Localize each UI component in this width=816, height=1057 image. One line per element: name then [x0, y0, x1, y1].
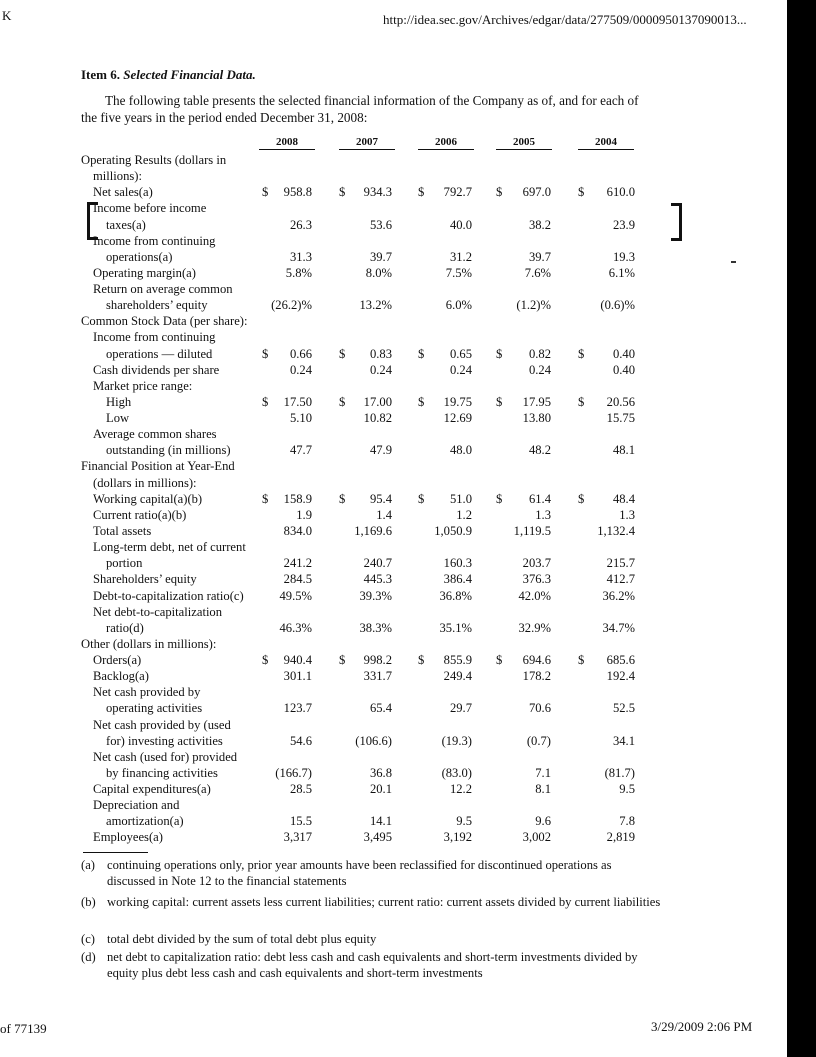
row-label: portion	[106, 556, 143, 571]
value-cell: 61.4	[528, 491, 551, 506]
item-heading	[81, 67, 256, 83]
value-cell: 123.7	[283, 701, 312, 716]
dollar-sign: $	[418, 653, 425, 668]
value-cell: 51.0	[449, 491, 472, 506]
value-cell: 685.6	[606, 653, 635, 668]
dollar-sign: $	[262, 346, 269, 361]
value-cell: 958.8	[283, 185, 312, 200]
dollar-sign: $	[339, 346, 346, 361]
dollar-sign: $	[578, 185, 585, 200]
value-cell: 3,192	[443, 830, 472, 845]
row-label: taxes(a)	[106, 217, 146, 232]
value-cell: 9.6	[535, 814, 551, 829]
value-cell: 26.3	[289, 217, 312, 232]
value-cell: 192.4	[606, 669, 635, 684]
stray-mark	[731, 261, 736, 263]
value-cell: 3,317	[283, 830, 312, 845]
value-cell: 15.5	[289, 814, 312, 829]
corner-mark: K	[2, 8, 12, 23]
dollar-sign: $	[418, 491, 425, 506]
footnote-a	[81, 857, 661, 889]
year-header: 2004	[578, 136, 634, 150]
row-label: ratio(d)	[106, 620, 144, 635]
value-cell: 17.00	[363, 394, 392, 409]
value-cell: (81.7)	[604, 765, 635, 780]
value-cell: 0.82	[528, 346, 551, 361]
value-cell: 6.1%	[608, 265, 635, 280]
value-cell: 38.2	[528, 217, 551, 232]
value-cell: 160.3	[443, 556, 472, 571]
value-cell: 834.0	[283, 523, 312, 538]
year-header: 2005	[496, 136, 552, 150]
dollar-sign: $	[578, 653, 585, 668]
value-cell: 0.66	[289, 346, 312, 361]
row-label: by financing activities	[106, 765, 218, 780]
value-cell: 17.95	[522, 394, 551, 409]
value-cell: 284.5	[283, 572, 312, 587]
row-label: Capital expenditures(a)	[93, 782, 211, 797]
dollar-sign: $	[496, 346, 503, 361]
dollar-sign: $	[262, 394, 269, 409]
footnote-d	[81, 949, 661, 981]
value-cell: 1.4	[376, 507, 392, 522]
value-cell: 610.0	[606, 185, 635, 200]
dollar-sign: $	[339, 394, 346, 409]
row-label: millions):	[93, 169, 142, 184]
row-label: Net debt-to-capitalization	[93, 604, 223, 619]
footnote-mark: (b)	[81, 895, 96, 909]
footnote-c	[81, 931, 661, 947]
value-cell: 301.1	[283, 669, 312, 684]
item-title: Selected Financial Data.	[123, 67, 256, 82]
value-cell: 28.5	[289, 782, 312, 797]
value-cell: 95.4	[369, 491, 392, 506]
dollar-sign: $	[262, 491, 269, 506]
value-cell: 7.6%	[524, 265, 551, 280]
right-bracket-mark	[671, 203, 682, 241]
value-cell: 386.4	[443, 572, 472, 587]
dollar-sign: $	[578, 346, 585, 361]
value-cell: 9.5	[456, 814, 472, 829]
dollar-sign: $	[578, 394, 585, 409]
row-label: for) investing activities	[106, 733, 223, 748]
row-label: outstanding (in millions)	[106, 443, 231, 458]
value-cell: 7.1	[535, 765, 551, 780]
value-cell: 13.2%	[359, 298, 392, 313]
footnote-text: total debt divided by the sum of total debt plus equity	[107, 932, 377, 946]
dollar-sign: $	[418, 346, 425, 361]
value-cell: 331.7	[363, 669, 392, 684]
row-label: Other (dollars in millions):	[81, 636, 217, 651]
row-label: (dollars in millions):	[93, 475, 197, 490]
dollar-sign: $	[496, 653, 503, 668]
value-cell: 38.3%	[359, 620, 392, 635]
value-cell: 0.65	[449, 346, 472, 361]
value-cell: 42.0%	[518, 588, 551, 603]
value-cell: 19.3	[612, 249, 635, 264]
left-bracket-mark	[87, 202, 98, 240]
value-cell: 697.0	[522, 185, 551, 200]
row-label: Backlog(a)	[93, 669, 149, 684]
row-label: Operating Results (dollars in	[81, 153, 227, 167]
row-label: Current ratio(a)(b)	[93, 507, 187, 522]
year-header: 2008	[259, 136, 315, 150]
year-header: 2007	[339, 136, 395, 150]
value-cell: 0.24	[449, 362, 472, 377]
dollar-sign: $	[418, 185, 425, 200]
row-label: Working capital(a)(b)	[93, 491, 203, 506]
value-cell: 47.9	[369, 443, 392, 458]
value-cell: 32.9%	[518, 620, 551, 635]
row-label: Debt-to-capitalization ratio(c)	[93, 588, 244, 603]
dollar-sign: $	[339, 185, 346, 200]
dollar-sign: $	[339, 653, 346, 668]
value-cell: (83.0)	[441, 765, 472, 780]
value-cell: 1,050.9	[434, 523, 472, 538]
row-label: Income from continuing	[93, 233, 216, 248]
value-cell: 53.6	[369, 217, 392, 232]
value-cell: 5.8%	[285, 265, 312, 280]
value-cell: 0.83	[369, 346, 392, 361]
value-cell: 36.8	[369, 765, 392, 780]
value-cell: 9.5	[619, 782, 635, 797]
value-cell: 48.2	[528, 443, 551, 458]
value-cell: 12.2	[449, 782, 472, 797]
value-cell: 178.2	[522, 669, 551, 684]
value-cell: 940.4	[283, 653, 312, 668]
value-cell: 70.6	[528, 701, 551, 716]
value-cell: (0.7)	[526, 733, 551, 748]
value-cell: 15.75	[606, 411, 635, 426]
row-label: Average common shares	[93, 427, 217, 442]
dollar-sign: $	[496, 394, 503, 409]
value-cell: 31.2	[449, 249, 472, 264]
row-label: Operating margin(a)	[93, 265, 196, 280]
value-cell: 48.0	[449, 443, 472, 458]
value-cell: 7.5%	[445, 265, 472, 280]
value-cell: 48.1	[612, 443, 635, 458]
value-cell: 19.75	[443, 394, 472, 409]
value-cell: 36.8%	[439, 588, 472, 603]
value-cell: 36.2%	[602, 588, 635, 603]
value-cell: 1,119.5	[513, 523, 551, 538]
value-cell: 0.40	[612, 362, 635, 377]
value-cell: 20.56	[606, 394, 635, 409]
value-cell: 49.5%	[279, 588, 312, 603]
row-label: Net cash provided by (used	[93, 717, 231, 732]
value-cell: 31.3	[289, 249, 312, 264]
value-cell: 12.69	[443, 411, 472, 426]
value-cell: 445.3	[363, 572, 392, 587]
dollar-sign: $	[578, 491, 585, 506]
value-cell: 39.7	[369, 249, 392, 264]
print-timestamp: 3/29/2009 2:06 PM	[651, 1019, 753, 1034]
dollar-sign: $	[339, 491, 346, 506]
row-label: Shareholders’ equity	[93, 572, 197, 587]
value-cell: (19.3)	[441, 733, 472, 748]
value-cell: 39.7	[528, 249, 551, 264]
value-cell: 8.1	[535, 782, 551, 797]
item-number: Item 6.	[81, 67, 120, 82]
footnote-b	[81, 894, 661, 910]
dollar-sign: $	[262, 185, 269, 200]
value-cell: 14.1	[369, 814, 392, 829]
value-cell: 23.9	[612, 217, 635, 232]
value-cell: 39.3%	[359, 588, 392, 603]
page-count: of 77139	[0, 1021, 47, 1036]
value-cell: 1,169.6	[354, 523, 392, 538]
row-label: Income from continuing	[93, 330, 216, 345]
value-cell: 35.1%	[439, 620, 472, 635]
value-cell: 0.24	[528, 362, 551, 377]
row-label: Income before income	[93, 201, 207, 216]
value-cell: 0.24	[289, 362, 312, 377]
value-cell: 13.80	[522, 411, 551, 426]
value-cell: 54.6	[289, 733, 312, 748]
value-cell: 1.3	[619, 507, 635, 522]
value-cell: 20.1	[369, 782, 392, 797]
footnote-rule	[83, 852, 148, 853]
value-cell: 855.9	[443, 653, 472, 668]
value-cell: 241.2	[283, 556, 312, 571]
row-label: Market price range:	[93, 378, 193, 393]
value-cell: 7.8	[619, 814, 635, 829]
value-cell: 5.10	[289, 411, 312, 426]
row-label: Total assets	[93, 523, 152, 538]
footnote-mark: (c)	[81, 932, 95, 946]
row-label: Depreciation and	[93, 798, 180, 813]
value-cell: 40.0	[449, 217, 472, 232]
dollar-sign: $	[262, 653, 269, 668]
row-label: Return on average common	[93, 282, 233, 297]
footnote-text: net debt to capitalization ratio: debt less cash and cash equivalents and short-term investments divided by equity plus debt less cash and cash equivalents and short-term investments	[107, 950, 638, 980]
value-cell: (106.6)	[355, 733, 392, 748]
row-label: amortization(a)	[106, 814, 184, 829]
row-label: shareholders’ equity	[106, 298, 208, 313]
row-label: Employees(a)	[93, 830, 163, 845]
value-cell: 47.7	[289, 443, 312, 458]
value-cell: 376.3	[522, 572, 551, 587]
value-cell: 2,819	[606, 830, 635, 845]
value-cell: 792.7	[443, 185, 472, 200]
footnote-mark: (a)	[81, 858, 95, 872]
value-cell: 998.2	[363, 653, 392, 668]
value-cell: 0.24	[369, 362, 392, 377]
row-label: operating activities	[106, 701, 203, 716]
value-cell: 8.0%	[365, 265, 392, 280]
value-cell: 1,132.4	[597, 523, 635, 538]
value-cell: 48.4	[612, 491, 635, 506]
value-cell: 34.1	[612, 733, 635, 748]
row-label: Net cash provided by	[93, 685, 201, 700]
value-cell: 203.7	[522, 556, 551, 571]
value-cell: 249.4	[443, 669, 472, 684]
value-cell: 934.3	[363, 185, 392, 200]
row-label: High	[106, 394, 132, 409]
row-label: Orders(a)	[93, 653, 142, 668]
value-cell: 215.7	[606, 556, 635, 571]
scan-edge-bar	[787, 0, 816, 1057]
row-label: Low	[106, 411, 130, 426]
dollar-sign: $	[496, 491, 503, 506]
year-header: 2006	[418, 136, 474, 150]
value-cell: (166.7)	[275, 765, 312, 780]
value-cell: (26.2)%	[271, 298, 312, 313]
value-cell: 240.7	[363, 556, 392, 571]
footnote-mark: (d)	[81, 950, 96, 964]
row-label: Financial Position at Year-End	[81, 459, 235, 474]
value-cell: 17.50	[283, 394, 312, 409]
value-cell: 29.7	[449, 701, 472, 716]
value-cell: 158.9	[283, 491, 312, 506]
row-label: Net cash (used for) provided	[93, 749, 238, 764]
value-cell: 6.0%	[445, 298, 472, 313]
row-label: Long-term debt, net of current	[93, 540, 246, 555]
value-cell: 1.3	[535, 507, 551, 522]
dollar-sign: $	[496, 185, 503, 200]
intro-paragraph: The following table presents the selected financial information of the Company as of, and for each of the five years in the period ended December 31, 2008:	[81, 93, 639, 125]
value-cell: 34.7%	[602, 620, 635, 635]
value-cell: 3,002	[522, 830, 551, 845]
row-label: Net sales(a)	[93, 185, 153, 200]
value-cell: 1.2	[456, 507, 472, 522]
source-url: http://idea.sec.gov/Archives/edgar/data/277509/0000950137090013...	[383, 12, 747, 27]
value-cell: 3,495	[363, 830, 392, 845]
value-cell: 694.6	[522, 653, 551, 668]
footnote-text: continuing operations only, prior year amounts have been reclassified for discontinued operations as discussed in Note 12 to the financial statements	[107, 858, 612, 888]
value-cell: 0.40	[612, 346, 635, 361]
value-cell: 46.3%	[279, 620, 312, 635]
row-label: Common Stock Data (per share):	[81, 314, 248, 329]
value-cell: 412.7	[606, 572, 635, 587]
footnote-text: working capital: current assets less current liabilities; current ratio: current assets divided by current liabilities	[107, 895, 661, 909]
value-cell: 10.82	[363, 411, 392, 426]
row-label: operations(a)	[106, 249, 173, 264]
row-label: operations — diluted	[106, 346, 213, 361]
dollar-sign: $	[418, 394, 425, 409]
value-cell: (1.2)%	[516, 298, 551, 313]
value-cell: 52.5	[612, 701, 635, 716]
value-cell: (0.6)%	[600, 298, 635, 313]
value-cell: 65.4	[369, 701, 392, 716]
row-label: Cash dividends per share	[93, 362, 220, 377]
value-cell: 1.9	[296, 507, 312, 522]
